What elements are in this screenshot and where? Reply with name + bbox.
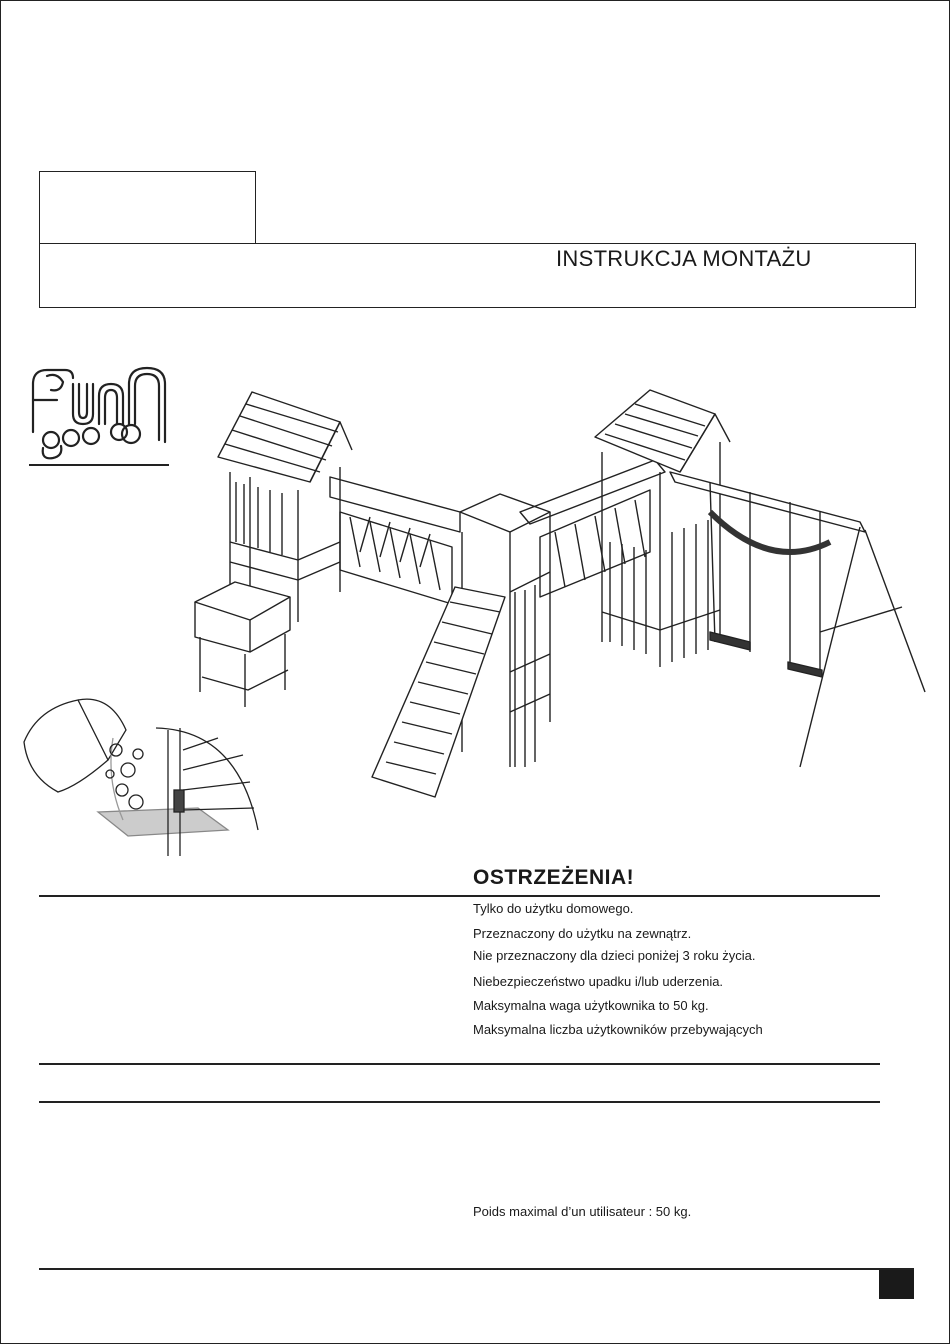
- footer-rule: [39, 1268, 914, 1270]
- warning-item: Przeznaczony do użytku na zewnątrz.: [473, 926, 692, 941]
- fungoo-logo: [27, 362, 170, 466]
- warning-item: Niebezpieczeństwo upadku i/lub uderzenia.: [473, 974, 724, 989]
- section-divider: [39, 1063, 880, 1065]
- document-title: INSTRUKCJA MONTAŻU: [556, 246, 812, 271]
- section-divider: [39, 895, 880, 897]
- warning-item: Nie przeznaczony dla dzieci poniżej 3 roku życia.: [473, 948, 756, 963]
- warnings-heading: OSTRZEŻENIA!: [473, 866, 635, 889]
- warning-item: Tylko do użytku domowego.: [473, 901, 634, 916]
- french-max-weight: Poids maximal d’un utilisateur : 50 kg.: [473, 1204, 692, 1219]
- model-label-box: [39, 171, 256, 244]
- warning-item: Maksymalna liczba użytkowników przebywających: [473, 1022, 763, 1037]
- anchoring-detail-illustration: [18, 690, 260, 856]
- section-divider: [39, 1101, 880, 1103]
- page-number-marker: [879, 1270, 914, 1299]
- playset-illustration: [190, 372, 930, 802]
- warning-item: Maksymalna waga użytkownika to 50 kg.: [473, 998, 709, 1013]
- logo-underline: [29, 464, 169, 466]
